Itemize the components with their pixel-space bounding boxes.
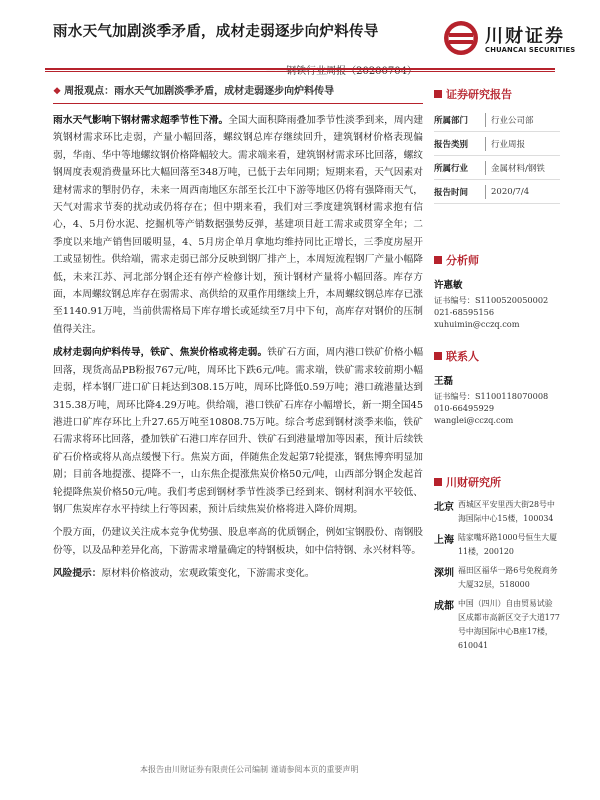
contact-name: 王磊	[434, 376, 454, 387]
office-address: 西城区平安里西大街28号中海国际中心15楼，100034	[458, 500, 555, 523]
office-item	[434, 564, 560, 592]
info-key: 报告类别	[434, 139, 469, 150]
square-bullet-icon	[434, 90, 442, 98]
viewpoint-text: 雨水天气加剧淡季矛盾，成材走弱逐步向炉料传导	[114, 86, 335, 97]
info-key: 报告时间	[434, 187, 469, 198]
info-key: 所属行业	[434, 163, 469, 174]
office-address: 福田区福华一路6号免税商务大厦32层，518000	[458, 566, 558, 589]
sidebar	[434, 86, 560, 658]
info-value: 行业公司部	[491, 115, 534, 126]
office-list	[434, 498, 560, 653]
info-value: 金属材料/钢铁	[491, 163, 545, 174]
paragraph-stocks	[53, 524, 423, 559]
info-row	[434, 180, 560, 204]
analyst-email[interactable]: xuhuimin@cczq.com	[434, 319, 520, 329]
viewpoint-divider	[53, 103, 423, 104]
analyst-card	[434, 280, 560, 330]
info-key: 所属部门	[434, 115, 469, 126]
viewpoint-line	[53, 82, 423, 97]
diamond-icon: ❖	[53, 87, 62, 97]
risk-warning	[53, 565, 423, 582]
contact-card	[434, 376, 560, 426]
analyst-cert: 证书编号：S1100520050002	[434, 295, 549, 305]
info-separator	[485, 185, 486, 199]
info-row	[434, 156, 560, 180]
header-divider-thin	[45, 71, 555, 72]
section-head-analyst	[434, 252, 560, 268]
info-row	[434, 108, 560, 132]
logo-text-cn: 川财证券	[485, 26, 565, 47]
contact-email[interactable]: wanglei@cczq.com	[434, 415, 514, 425]
info-separator	[485, 161, 486, 175]
analyst-name: 许惠敏	[434, 280, 463, 291]
report-title: 雨水天气加剧淡季矛盾，成材走弱逐步向炉料传导	[53, 23, 379, 40]
info-row	[434, 132, 560, 156]
office-city: 北京	[434, 502, 454, 513]
square-bullet-icon	[434, 256, 442, 264]
info-separator	[485, 137, 486, 151]
contact-cert: 证书编号：S1100118070008	[434, 391, 549, 401]
paragraph-body: 铁矿石方面，周内港口铁矿价格小幅回落，现货高品PB粉报767元/吨，周环比下跌6元/吨。需求端，铁矿需求较前期小幅走弱，样本钢厂进口矿日耗达到308.15万吨，周环比降低0.59万吨；港口疏港量达到315.38万吨，周环比降4.29万吨。供给端，港口铁矿石库存小幅增长，新一期全国45港进口矿库存环比上升27.65万吨至10808.75万吨。综合考虑到钢材淡季来临，铁矿石需求将环比回落，叠加铁矿石港口库存回升、铁矿石到港量增加等因素，预计后续铁矿石价格或将从高点缓慢下行。焦炭方面，伴随焦企发起第7轮提涨，钢焦博弈明显加剧；目前各地提涨、提降不一，山东焦企提涨焦炭价格50元/吨，山西部分钢企发起首轮提降焦炭价格50元/吨。我们考虑到钢材季节性淡季已经到来、钢材利润水平较低、钢厂焦炭库存水平持续上行等因素，预计后续焦炭价格将进入降价周期。	[53, 347, 424, 515]
paragraph-raw-materials	[53, 344, 423, 518]
section-head-contact	[434, 348, 560, 364]
paragraph-lead: 雨水天气影响下钢材需求超季节性下滑。	[53, 115, 229, 126]
square-bullet-icon	[434, 352, 442, 360]
office-address: 陆家嘴环路1000号恒生大厦11楼，200120	[458, 533, 557, 556]
chuancai-logo-icon	[443, 20, 479, 56]
section-head-label: 联系人	[446, 350, 479, 363]
paragraph-body: 个股方面，仍建议关注成本竞争优势强、股息率高的优质钢企，例如宝钢股份、南钢股份等，以及品种差异化高，下游需求增量确定的特钢板块，如中信特钢、永兴材料等。	[53, 527, 423, 556]
info-value: 2020/7/4	[491, 186, 530, 197]
office-city: 成都	[434, 601, 454, 612]
square-bullet-icon	[434, 478, 442, 486]
risk-text: 原材料价格波动，宏观政策变化，下游需求变化。	[101, 568, 315, 580]
logo-text-en: CHUANCAI SECURITIES	[485, 46, 576, 54]
section-head-label: 分析师	[446, 254, 479, 267]
paragraph-lead: 成材走弱向炉料传导，铁矿、焦炭价格或将走弱。	[53, 347, 268, 359]
office-address: 中国（四川）自由贸易试验区成都市高新区交子大道177号中海国际中心B座17楼，610041	[458, 599, 560, 650]
header-divider	[45, 68, 555, 70]
report-info-table	[434, 108, 560, 204]
office-item	[434, 597, 560, 653]
paragraph-body: 全国大面积降雨叠加季节性淡季到来，周内建筑钢材需求环比走弱，产量小幅回落，螺纹钢总库存继续回升，建筑钢材价格表现偏弱，华南、华中等地螺纹钢价格降幅较大。需求端来看，建筑钢材需求环比回落，螺纹钢周度表观消费量环比大幅回落至348万吨，已低于去年同期；短期来看，天气因素对建材需求的掣肘仍存，未来一周西南地区东部至长江中下游等地区仍将有强降雨天气，天气对需求节奏的扰动或仍将存在；但中期来看，我们对三季度建筑钢材需求抱有信心，4、5月份水泥、挖掘机等产销数据强势反弹，基建项目赶工需求或贯穿全年；二季度以来地产销售回暖明显，4、5月房企单月拿地均维持同比正增长，三季度房屋开工或显韧性。供给端，需求走弱已部分反映到钢厂排产上，本周短流程钢厂产量小幅降低，未来江苏、河北部分钢企还有停产检修计划，预计钢材产量将小幅回落。库存方面，本周螺纹钢总库存在弱需求、高供给的双重作用继续上升，本周螺纹钢总库存已涨至1140.91万吨，当前供需格局下库存增长或延续至7月中下旬，高库存对钢价的压制值得关注。	[53, 115, 424, 335]
info-value: 行业周报	[491, 139, 526, 150]
main-content	[53, 82, 423, 582]
section-head-report	[434, 86, 560, 102]
analyst-phone: 021-68595156	[434, 307, 495, 317]
section-head-research	[434, 474, 560, 490]
section-head-label: 川财研究所	[446, 476, 501, 489]
office-city: 深圳	[434, 568, 454, 579]
section-head-label: 证券研究报告	[446, 88, 512, 101]
risk-label: 风险提示：	[53, 568, 102, 580]
office-item	[434, 531, 560, 559]
office-item	[434, 498, 560, 526]
page-footer: 本报告由川财证券有限责任公司编制 谨请参阅本页的重要声明	[140, 765, 359, 774]
office-city: 上海	[434, 535, 454, 546]
paragraph-steel-demand	[53, 112, 423, 338]
viewpoint-label: 周报观点：	[64, 86, 115, 97]
contact-phone: 010-66495929	[434, 403, 495, 413]
report-header	[45, 14, 576, 86]
info-separator	[485, 113, 486, 127]
company-logo	[443, 18, 576, 62]
